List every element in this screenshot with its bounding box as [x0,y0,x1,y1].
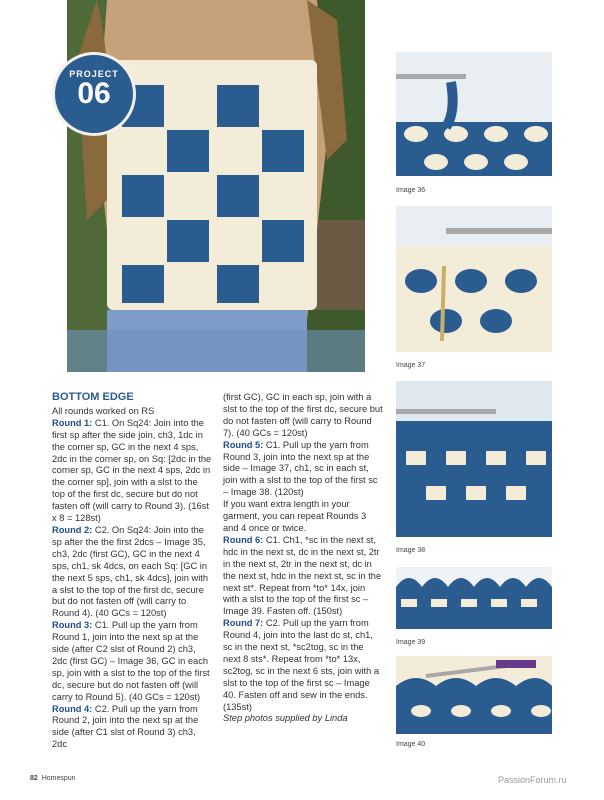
section-title: BOTTOM EDGE [52,391,134,403]
image-caption: Image 37 [396,362,426,369]
image-caption: Image 36 [396,187,426,194]
page-footer [30,775,76,782]
badge-label: PROJECT [69,69,119,79]
photo-credit: Step photos supplied by Linda [223,713,348,724]
step-image-36 [396,52,552,176]
watermark: PassionForum.ru [498,775,567,785]
magazine-name: Homespun [41,775,76,782]
round-paragraph: Round 7: C2. Pull up the yarn from Round 4, join into the last dc st, ch1, sc in the next st, *sc2tog, sc in the next 8 sts*. Repeat from *to* 13x, sc2tog, sc in the next 6 sts, join with a slst to the top of the first sc – Image 40. Fasten off and sew in the ends. (135st) [223,618,380,712]
round-paragraph: Round 4: C2. Pull up the yarn from Round 2, join into the next sp at the side (after C1 slst of Round 3) ch3, 2dc [52,703,199,750]
step-image-40 [396,656,552,734]
step-image-38 [396,381,552,537]
image-caption: Image 38 [396,547,426,554]
section-intro: All rounds worked on RS [52,405,155,416]
instructions-column-2 [223,392,383,725]
round-paragraph: Round 2: C2. On Sq24: Join into the sp after the the first 2dcs – Image 35, ch3, 2dc (first GC), GC in the next 4 sps, ch1, sk 4dcs, on each Sq: [GC in the next 5 sps, ch1, sk 4dcs], join with a slst to the top of the first dc, secure but do not fasten off (will carry to Round 4). (40 GCs = 120st) [52,524,209,619]
step-image-39 [396,567,552,629]
round-paragraph: (first GC), GC in each sp, join with a slst to the top of the first dc, secure but do not fasten off (will carry to Round 7). (40 GCs = 120st) [223,392,383,438]
page-number: 82 [30,775,38,782]
image-caption: Image 40 [396,741,426,748]
project-number: 06 [77,77,111,110]
step-image-37 [396,206,552,352]
instructions-column-1 [52,392,212,751]
round-paragraph: Round 5: C1. Pull up the yarn from Round 3, join into the next sp at the side – Image 37, ch1, sc in each st, join with a slst to the top of the first sc – Image 38. (120st) [223,439,378,498]
project-badge [52,52,136,136]
round-paragraph: Round 3: C1. Pull up the yarn from Round 1, join into the next sp at the side (after C2 slst of Round 2) ch3, 2dc (first GC) – Image 36, GC in each sp, join with a slst to the top of the first dc, secure but do not fasten off (will carry to Round 5). (40 GCs = 120st) [52,620,210,702]
tip-paragraph: If you want extra length in your garment, you can repeat Rounds 3 and 4 once or twice. [223,499,367,533]
round-paragraph: Round 6: C1. Ch1, *sc in the next st, hdc in the next st, dc in the next st, 2tr in the next st, 2tr in the next st, dc in the next st, hdc in the next st, sc in the next st*. Repeat from *to* 14x, join with a slst to the top of the first sc – Image 39. Fasten off. (150st) [223,534,382,617]
image-caption: Image 39 [396,639,426,646]
round-paragraph: Round 1: C1. On Sq24: Join into the first sp after the side join, ch3, 1dc in the corner sp, GC in the next 4 sps, 2dc in the corner sp, on Sq: [2dc in the corner sp, GC in the next 4 sps, 2dc in the corner sp], join with a slst to the top of the first dc, secure but do not fasten off (will carry to Round 3). (16st x 8 = 128st) [52,417,212,524]
